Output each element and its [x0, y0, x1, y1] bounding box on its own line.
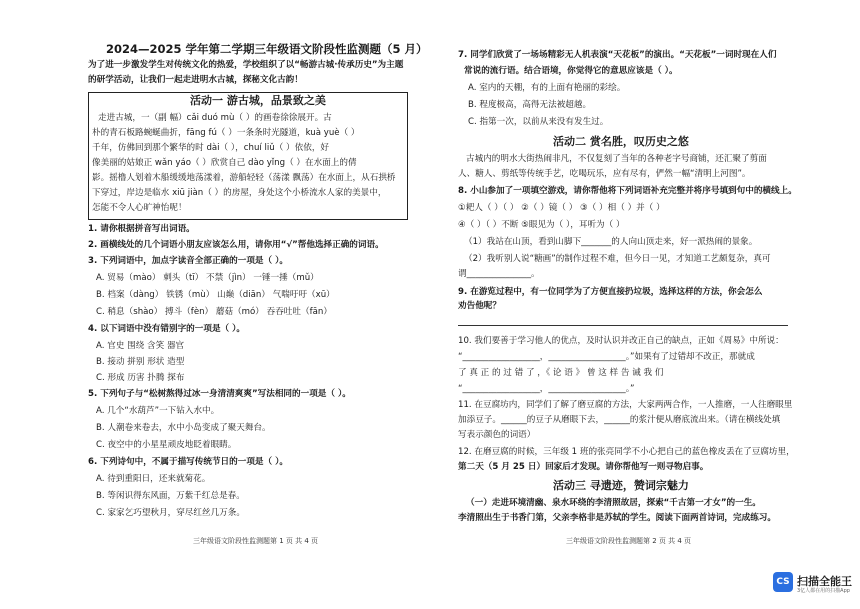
activity1-heading: 活动一 游古城，品景致之美: [190, 94, 326, 107]
q8-sentence-2: （2）我听别人说“糖画”的制作过程不难，但今日一见，才知道工艺颇复杂，真可: [464, 254, 771, 264]
question-1: 1. 请你根据拼音写出词语。: [88, 224, 195, 234]
passage-line: 千年，仿佛回到那个繁华的时 dài（ ），chuí liǔ（ ）依依，好: [92, 143, 330, 153]
q6-option-b: B. 等闲识得东风面，万紫千红总是春。: [96, 491, 245, 501]
question-6: 6. 下列诗句中，不属于描写传统节日的一项是（ ）。: [88, 457, 288, 467]
activity1-box: [88, 92, 408, 220]
page-footer-left: 三年级语文阶段性监测题第 1 页 共 4 页: [193, 537, 319, 545]
activity3-text: （一）走进环境清幽、泉水环绕的李清照故居，探索“千古第一才女”的一生。: [466, 498, 761, 508]
q6-option-a: A. 待到重阳日，还来就菊花。: [96, 474, 211, 484]
intro-line-1: 为了进一步激发学生对传统文化的热爱，学校组织了以“畅游古城·传承历史”为主题: [88, 60, 404, 70]
q3-option-a: A. 贸易（mào） 刺头（tī） 不禁（jìn） 一锤一捶（mǔ）: [96, 273, 319, 283]
intro-line-2: 的研学活动，让我们一起走进明水古城，探秘文化古韵！: [88, 75, 303, 85]
activity3-text: 李清照出生于书香门第，父亲李格非是苏轼的学生。阅读下面两首诗词，完成练习。: [458, 513, 776, 523]
q7-option-a: A. 室内的天棚，有的上面有艳丽的彩绘。: [468, 83, 626, 93]
passage-line: 像美丽的姑娘正 wǎn yáo（ ）欣赏自己 dào yǐng（ ）在水面上的倩: [92, 158, 357, 168]
activity2-intro: 人、糖人、剪纸等传统手艺，吃喝玩乐，应有尽有，俨然一幅“清明上河图”。: [458, 169, 751, 179]
q8-items: ④（ ）（ ）不断 ⑤眼见为（ ），耳听为（ ）: [458, 220, 625, 230]
right-page: [458, 0, 797, 609]
activity2-intro: 古城内的明水大街热闹非凡，不仅复刻了当年的各种老字号商铺，还汇聚了剪面: [466, 154, 767, 164]
q11-cont: 加添豆子。______的豆子从磨眼下去，______的浆汁便从磨底流出来。（请在横线处填: [458, 415, 781, 425]
answer-line: [458, 325, 788, 326]
q4-option-c: C. 形成 历害 扑腾 探布: [96, 373, 185, 383]
q11-cont: 写表示颜色的词语）: [458, 430, 536, 440]
q5-option-c: C. 夜空中的小星星顽皮地眨着眼睛。: [96, 440, 237, 450]
q8-sentence-1: （1）我站在山顶，看到山脚下_______的人向山顶走来，好一派热闹的景象。: [464, 237, 758, 247]
left-page: [88, 0, 428, 609]
q3-option-c: C. 稍息（shào） 搏斗（fèn） 蘑菇（mó） 吞吞吐吐（fān）: [96, 307, 332, 317]
q6-option-c: C. 家家乞巧望秋月，穿尽红丝几万条。: [96, 508, 245, 518]
question-9: 9. 在游览过程中，有一位同学为了方便直接扔垃圾，选择这样的方法，你会怎么: [458, 287, 763, 297]
q10-text: 了 真 正 的 过 错 了 ，《 论 语 》 曾 这 样 告 诫 我 们: [458, 368, 664, 378]
q12-cont: 第二天（5 月 25 日）回家后才发现。请你帮他写一则寻物启事。: [458, 462, 709, 472]
passage-line: 下穿过，岸边是临水 xiū jiàn（ ）的房屋，身处这个小桥流水人家的美景中，: [92, 188, 387, 198]
logo-tagline: 3亿人都在用的扫描App: [797, 588, 850, 594]
q4-option-b: B. 接动 拼别 形状 造型: [96, 357, 185, 367]
activity3-heading: 活动三 寻遗迹，赞词宗魅力: [553, 479, 689, 492]
question-7-cont: 常说的流行语。结合语境，你觉得它的意思应该是（ ）。: [464, 66, 678, 76]
passage-line: 影。摇橹人划着木船缓缓地荡漾着，游船轻轻（荡漾 飘荡）在水面上，从石拱桥: [92, 173, 396, 183]
q8-sentence-2-cont: 谓_______________。: [458, 269, 540, 279]
question-12: 12. 在磨豆腐的时候，三年级 1 班的张亮同学不小心把自己的蓝色橡皮丢在了豆腐坊里，: [458, 447, 795, 457]
q4-option-a: A. 官史 围绕 含笑 器官: [96, 341, 185, 351]
q10-blanks: “__________________，__________________。”: [458, 384, 635, 394]
q10-blanks: “__________________，__________________。”如果有了过错却不改正，那就成: [458, 352, 755, 362]
passage-line: 朴的青石板路蜿蜒曲折，fāng fú（ ）一条条时光隧道，kuà yuè（ ）: [92, 128, 360, 138]
question-5: 5. 下列句子与“松树熬得过冰一身清清爽爽”写法相同的一项是（ ）。: [88, 389, 351, 399]
q7-option-b: B. 程度极高，高得无法被超越。: [468, 100, 592, 110]
question-11: 11. 在豆腐坊内，同学们了解了磨豆腐的方法，大家两两合作，一人推磨，一人往磨眼里: [458, 400, 793, 410]
logo-name: 扫描全能王: [797, 575, 852, 588]
question-10: 10. 我们要善于学习他人的优点，及时认识并改正自己的缺点，正如《周易》中所说：: [458, 336, 784, 346]
question-2: 2. 画横线处的几个词语小朋友应该怎么用，请你用“√”帮他选择正确的词语。: [88, 240, 384, 250]
question-9-cont: 劝告他呢？: [458, 301, 501, 311]
cs-logo-icon: CS: [773, 572, 793, 592]
passage-line: 怎能不令人心旷神怡呢！: [92, 203, 187, 213]
passage-line: 走进古城，一（副 幅）cǎi duó mù（ ）的画卷徐徐展开。古: [98, 113, 332, 123]
page-footer-right: 三年级语文阶段性监测题第 2 页 共 4 页: [566, 537, 692, 545]
scanner-logo: [773, 570, 853, 600]
question-3: 3. 下列词语中，加点字读音全部正确的一项是（ ）。: [88, 256, 288, 266]
question-8: 8. 小山参加了一项填空游戏，请你帮他将下列词语补充完整并将序号填到句中的横线上。: [458, 186, 797, 196]
q5-option-a: A. 几个“水葫芦”一下钻入水中。: [96, 406, 220, 416]
q5-option-b: B. 人潮卷来卷去，水中小岛变成了聚天舞台。: [96, 423, 271, 433]
exam-title: 2024—2025 学年第二学期三年级语文阶段性监测题（5 月）: [106, 42, 428, 56]
question-4: 4. 以下词语中没有错别字的一项是（ ）。: [88, 324, 246, 334]
q8-items: ①耙人（ ）（ ） ②（ ）镜（ ） ③（ ）相（ ）并（ ）: [458, 203, 665, 213]
q3-option-b: B. 档案（dàng） 铁锈（mù） 山巅（diān） 气喘吁吁（xū）: [96, 290, 335, 300]
question-7: 7. 同学们欣赏了一场场精彩无人机表演“天花板”的演出。“天花板”一词时现在人们: [458, 50, 777, 60]
activity2-heading: 活动二 赏名胜，叹历史之悠: [553, 135, 689, 148]
q7-option-c: C. 指第一次，以前从来没有发生过。: [468, 117, 609, 127]
